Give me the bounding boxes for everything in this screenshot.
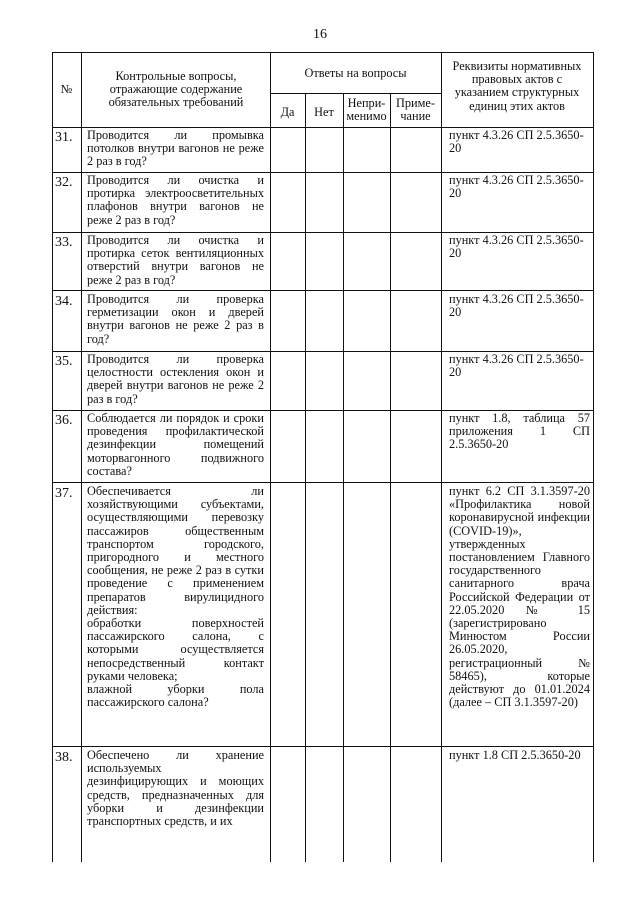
row-requisite: пункт 4.3.26 СП 2.5.3650-20: [449, 292, 584, 320]
header-yes: Да: [280, 105, 295, 119]
header-requisites: Реквизиты нормативных правовых актов с указанием структурных единиц этих актов: [452, 59, 582, 113]
header-note: Приме- чание: [396, 96, 435, 124]
header-not-applicable: Непри- менимо: [346, 96, 387, 124]
row-requisite: пункт 4.3.26 СП 2.5.3650-20: [449, 233, 584, 261]
row-number: 32.: [55, 175, 73, 190]
row-number: 36.: [55, 413, 73, 428]
row-question: Проводится ли очистка и протирка сеток вентиляционных отверстий внутри вагонов не реже 2 раз в год?: [87, 233, 264, 287]
header-questions: Контрольные вопросы, отражающие содержание обязательных требований: [108, 69, 244, 110]
row-number: 31.: [55, 130, 73, 145]
row-question: Проводится ли очистка и протирка электроосветительных плафонов внутри вагонов не реже 2 раз в год?: [87, 173, 264, 227]
row-requisite: пункт 1.8 СП 2.5.3650-20: [449, 748, 581, 762]
row-requisite: пункт 4.3.26 СП 2.5.3650-20: [449, 128, 584, 156]
row-number: 38.: [55, 750, 73, 765]
question-paragraph: влажной уборки пола пассажирского салона?: [87, 682, 264, 710]
row-number: 33.: [55, 235, 73, 250]
row-question: Проводится ли проверка герметизации окон и дверей внутри вагонов не реже 2 раз в год?: [87, 292, 264, 346]
row-question: [87, 485, 264, 709]
header-no: Нет: [314, 105, 334, 119]
question-paragraph: Обеспечивается ли хозяйствующими субъектами, осуществляющими перевозку пассажиров общественным транспортом городского, пригородного и местного сообщения, не реже 2 раз в сутки проведение с применением препаратов вирулицидного действия:: [87, 484, 264, 617]
row-requisite: пункт 6.2 СП 3.1.3597-20 «Профилактика новой коронавирусной инфекции (COVID-19)», утвержденных постановлением Главного государственного санитарного врача Российской Федерации от 22.05.2020 № 15 (зарегистрировано Минюстом России 26.05.2020, регистрационный № 58465), которые действуют до 01.01.2024 (далее – СП 3.1.3597-20): [449, 484, 590, 710]
row-question: Проводится ли промывка потолков внутри вагонов не реже 2 раз в год?: [87, 128, 264, 169]
row-number: 35.: [55, 354, 73, 369]
question-paragraph: обработки поверхностей пассажирского салона, с которыми осуществляется непосредственный контакт руками человека;: [87, 616, 264, 683]
header-answers: Ответы на вопросы: [304, 66, 407, 80]
header-num: №: [60, 82, 73, 96]
row-number: 34.: [55, 294, 73, 309]
row-requisite: пункт 4.3.26 СП 2.5.3650-20: [449, 173, 584, 201]
row-number: 37.: [55, 486, 73, 501]
row-requisite: пункт 4.3.26 СП 2.5.3650-20: [449, 352, 584, 380]
row-question: Проводится ли проверка целостности остекления окон и дверей внутри вагонов не реже 2 раз в год?: [87, 352, 264, 406]
row-requisite: пункт 1.8, таблица 57 приложения 1 СП 2.5.3650-20: [449, 411, 590, 452]
page-number: 16: [313, 27, 327, 42]
row-question: Обеспечено ли хранение используемых дезинфицирующих и моющих средств, предназначенных для уборки и дезинфекции транспортных средств, и их: [87, 748, 264, 829]
row-question: Соблюдается ли порядок и сроки проведения профилактической дезинфекции помещений моторвагонного подвижного состава?: [87, 411, 264, 478]
